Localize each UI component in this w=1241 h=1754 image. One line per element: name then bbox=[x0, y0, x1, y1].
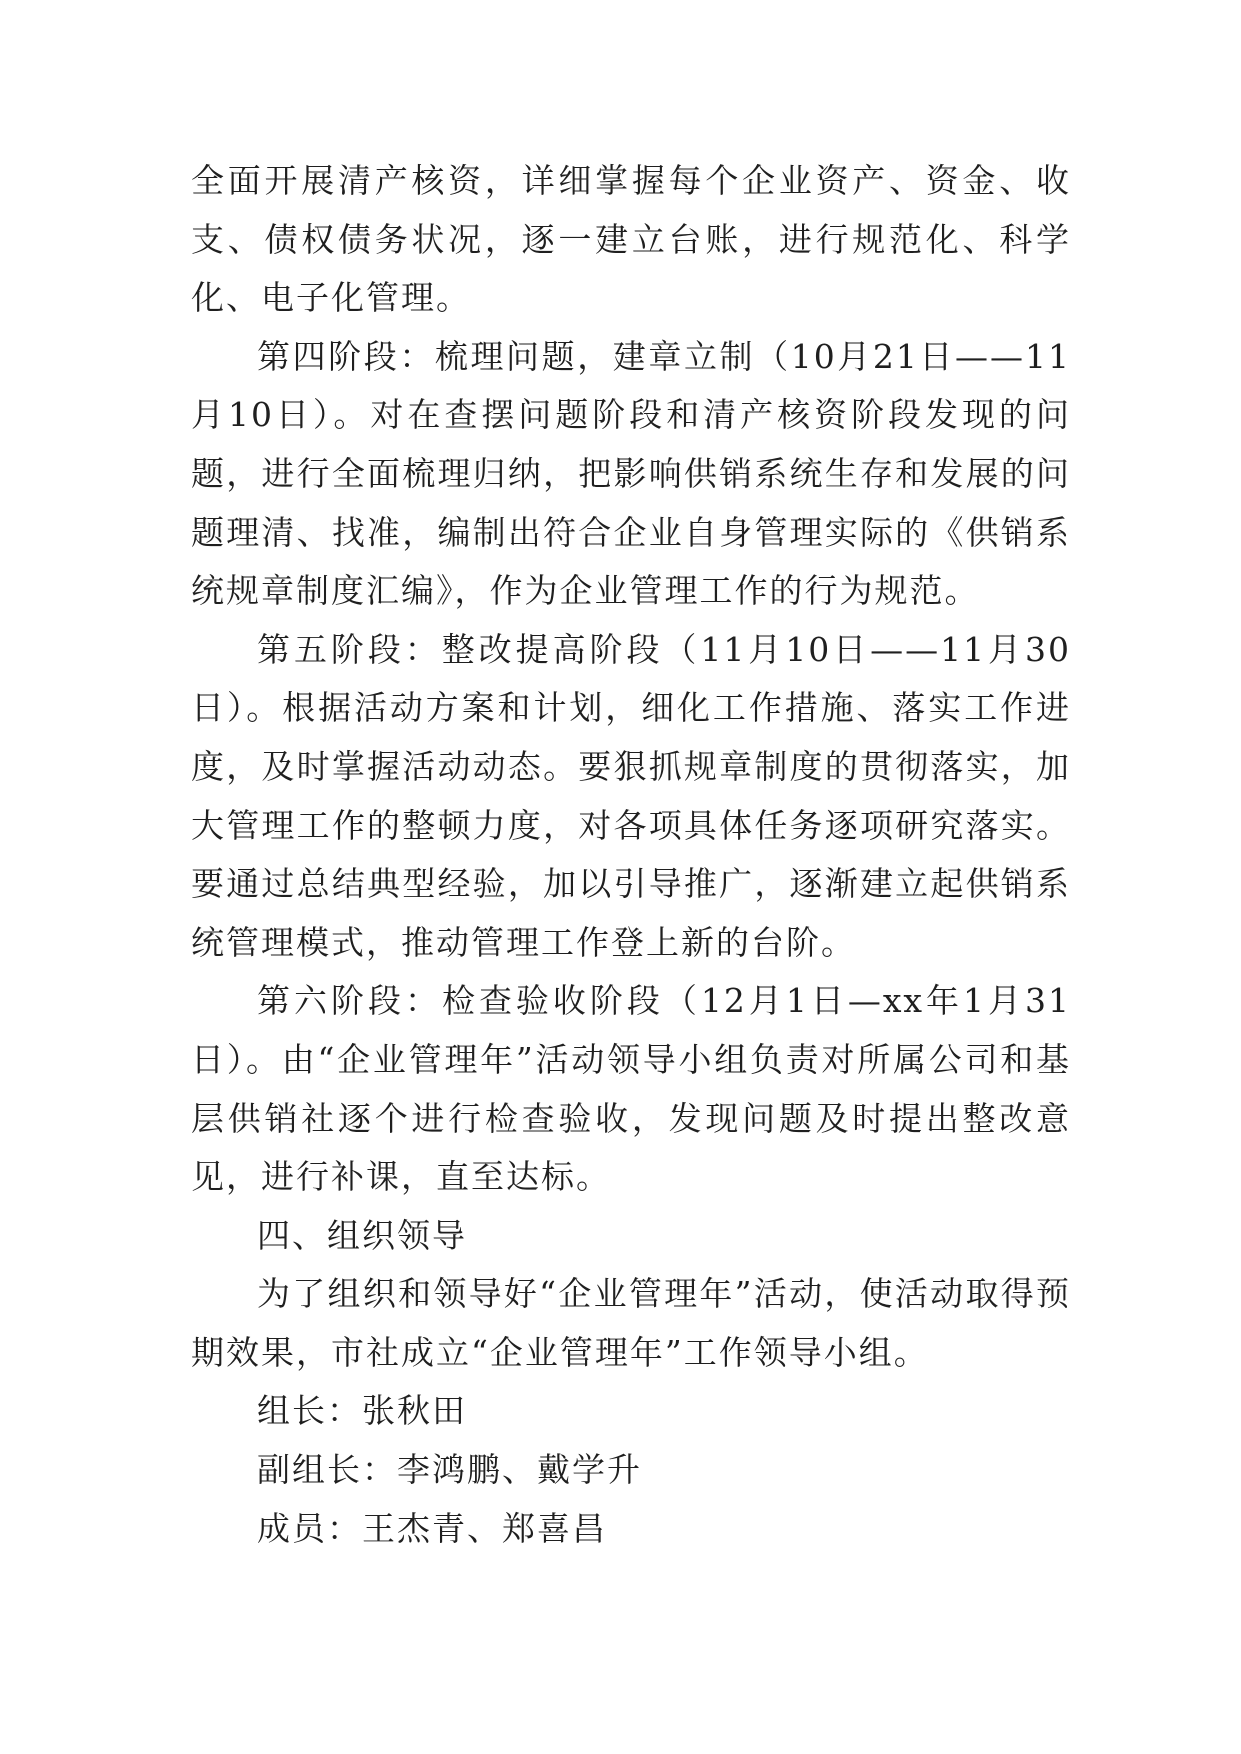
paragraph-stage-six: 第六阶段：检查验收阶段（12月1日—xx年1月31日）。由“企业管理年”活动领导小组负责对所属公司和基层供销社逐个进行检查验收，发现问题及时提出整改意见，进行补课，直至达标。 bbox=[191, 981, 1071, 1197]
members-line: 成员：王杰青、郑喜昌 bbox=[257, 1508, 607, 1548]
section-heading-organization: 四、组织领导 bbox=[257, 1215, 467, 1255]
paragraph-stage-five: 第五阶段：整改提高阶段（11月10日——11月30日）。根据活动方案和计划，细化工作措施、落实工作进度，及时掌握活动动态。要狠抓规章制度的贯彻落实，加大管理工作的整顿力度，对各项具体任务逐项研究落实。要通过总结典型经验，加以引导推广，逐渐建立起供销系统管理模式，推动管理工作登上新的台阶。 bbox=[191, 629, 1071, 962]
document-body bbox=[191, 152, 1071, 1558]
paragraph-leadership-group: 为了组织和领导好“企业管理年”活动，使活动取得预期效果，市社成立“企业管理年”工作领导小组。 bbox=[191, 1274, 1071, 1372]
paragraph-asset-verification: 全面开展清产核资，详细掌握每个企业资产、资金、收支、债权债务状况，逐一建立台账，进行规范化、科学化、电子化管理。 bbox=[191, 161, 1071, 318]
group-leader-line: 组长：张秋田 bbox=[257, 1391, 467, 1431]
deputy-leader-line: 副组长：李鸿鹏、戴学升 bbox=[257, 1450, 642, 1490]
paragraph-stage-four: 第四阶段：梳理问题，建章立制（10月21日——11月10日）。对在查摆问题阶段和清产核资阶段发现的问题，进行全面梳理归纳，把影响供销系统生存和发展的问题理清、找准，编制出符合企业自身管理实际的《供销系统规章制度汇编》，作为企业管理工作的行为规范。 bbox=[191, 336, 1071, 611]
